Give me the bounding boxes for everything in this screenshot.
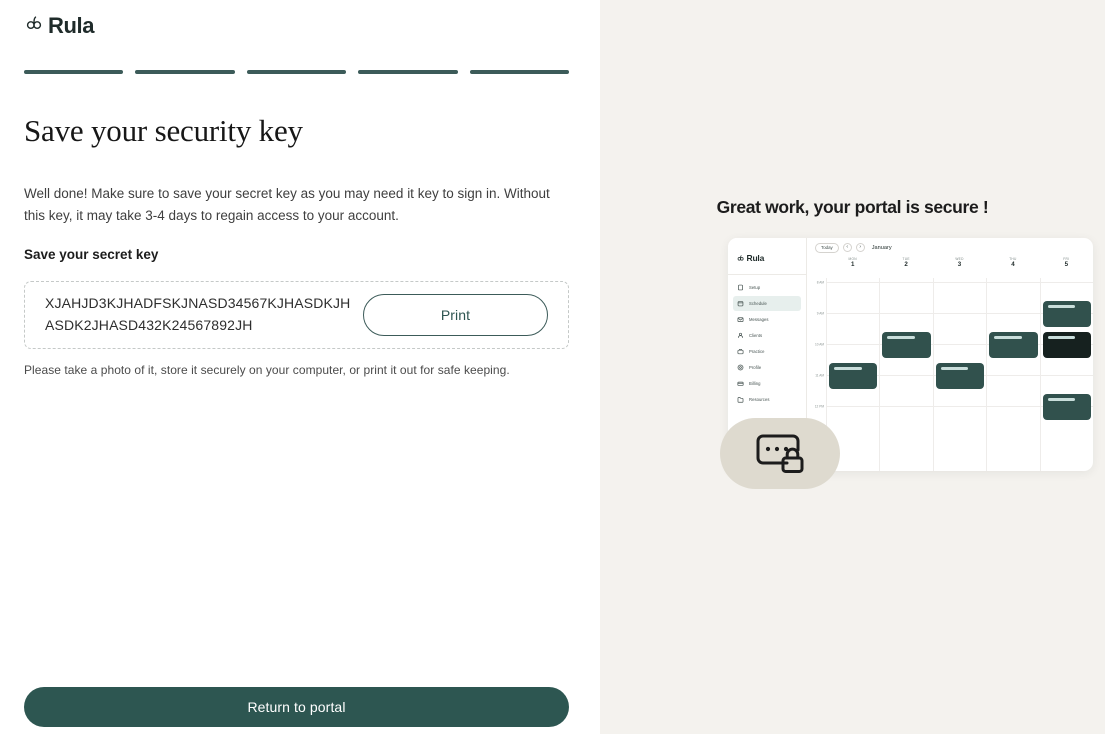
calendar-day-number: 1: [850, 261, 855, 269]
calendar-icon: [737, 300, 744, 307]
calendar-time-label: 8 AM: [816, 280, 824, 285]
progress-segment-2: [135, 70, 234, 74]
setup-icon: [737, 284, 744, 291]
security-lock-badge: [720, 418, 840, 489]
calendar-nav-label: Setup: [749, 284, 761, 290]
calendar-day-name: MON: [848, 257, 857, 261]
calendar-nav-item-setup[interactable]: [733, 280, 801, 295]
calendar-day-name: THU: [1009, 257, 1017, 261]
calendar-event-block[interactable]: [1043, 301, 1091, 327]
calendar-event-block[interactable]: [936, 363, 984, 389]
progress-segment-4: [358, 70, 457, 74]
progress-segment-3: [247, 70, 346, 74]
calendar-day-column[interactable]: [879, 278, 932, 471]
calendar-time-label: 12 PM: [814, 404, 824, 409]
calendar-day-number: 3: [957, 261, 962, 269]
chevron-left-icon[interactable]: ‹: [843, 243, 852, 252]
password-lock-icon: [754, 428, 806, 479]
calendar-event-title-bar: [887, 336, 915, 339]
calendar-day-number: 5: [1064, 261, 1069, 269]
calendar-day-number: 4: [1011, 261, 1015, 269]
rula-wordmark: Rula: [48, 12, 95, 38]
calendar-event-title-bar: [994, 336, 1022, 339]
calendar-nav-label: Clients: [749, 332, 763, 338]
profile-icon: [737, 364, 744, 371]
person-icon: [737, 332, 744, 339]
rula-trefoil-icon: [737, 249, 745, 267]
calendar-nav-label: Resources: [749, 396, 770, 402]
rula-logo[interactable]: [25, 13, 94, 38]
calendar-event-title-bar: [1048, 398, 1076, 401]
chevron-right-icon[interactable]: ›: [856, 243, 865, 252]
calendar-nav-item-practice[interactable]: [733, 344, 801, 359]
calendar-day-header: [826, 257, 879, 278]
calendar-event-block[interactable]: [1043, 332, 1091, 358]
card-icon: [737, 380, 744, 387]
progress-stepper: [24, 70, 569, 74]
calendar-nav-label: Profile: [749, 364, 762, 370]
calendar-day-name: TUE: [902, 257, 910, 261]
calendar-nav-item-resources[interactable]: [733, 392, 801, 407]
calendar-preview-wordmark: Rula: [746, 253, 765, 263]
secret-key-label: Save your secret key: [24, 247, 159, 262]
promo-heading: Great work, your portal is secure !: [716, 197, 989, 217]
calendar-event-block[interactable]: [829, 363, 877, 389]
calendar-nav-item-billing[interactable]: [733, 376, 801, 391]
briefcase-icon: [737, 348, 744, 355]
calendar-nav-item-schedule[interactable]: [733, 296, 801, 311]
intro-text: Well done! Make sure to save your secret key as you may need it key to sign in. Without this key, it may take 3-4 days to regain access to your account.: [24, 186, 550, 223]
calendar-day-header: [1040, 257, 1093, 278]
calendar-event-title-bar: [1048, 336, 1076, 339]
calendar-time-label: 11 AM: [815, 373, 824, 378]
calendar-event-title-bar: [1048, 305, 1076, 308]
progress-segment-1: [24, 70, 123, 74]
promo-panel: [600, 0, 1105, 734]
today-button[interactable]: Today: [815, 243, 839, 253]
calendar-day-column[interactable]: [1040, 278, 1093, 471]
calendar-preview-main: [807, 238, 1093, 471]
calendar-preview-nav: [728, 280, 806, 407]
calendar-nav-label: Schedule: [749, 300, 767, 306]
page-title: Save your security key: [24, 113, 303, 148]
calendar-nav-label: Billing: [749, 380, 761, 386]
secret-key-box: [24, 281, 569, 349]
calendar-event-block[interactable]: [882, 332, 930, 358]
return-to-portal-button[interactable]: Return to portal: [24, 687, 569, 727]
calendar-preview-toolbar: [807, 238, 1093, 257]
calendar-event-title-bar: [834, 367, 862, 370]
calendar-preview-logo: [728, 246, 806, 275]
calendar-day-number: 2: [904, 261, 908, 269]
calendar-day-header: [933, 257, 986, 278]
calendar-grid: [807, 278, 1093, 471]
secret-key-hint: Please take a photo of it, store it securely on your computer, or print it out for safe keeping.: [24, 363, 510, 377]
calendar-event-block[interactable]: [989, 332, 1037, 358]
calendar-time-label: 10 AM: [814, 342, 824, 347]
calendar-day-header: [879, 257, 932, 278]
progress-segment-5: [470, 70, 569, 74]
calendar-day-name: FRI: [1063, 257, 1070, 261]
calendar-columns: [826, 278, 1093, 471]
folder-icon: [737, 396, 744, 403]
calendar-event-title-bar: [941, 367, 969, 370]
secret-key-value[interactable]: XJAHJD3KJHADFSKJNASD34567KJHASDKJHASDK2JHASD432K24567892JH: [45, 295, 351, 333]
calendar-nav-item-profile[interactable]: [733, 360, 801, 375]
rula-trefoil-icon: [25, 13, 45, 38]
calendar-nav-label: Practice: [749, 348, 765, 354]
calendar-day-column[interactable]: [986, 278, 1039, 471]
calendar-nav-item-messages[interactable]: [733, 312, 801, 327]
calendar-day-header: [986, 257, 1039, 278]
calendar-nav-label: Messages: [749, 316, 769, 322]
calendar-nav-item-clients[interactable]: [733, 328, 801, 343]
print-button[interactable]: Print: [363, 294, 548, 336]
calendar-time-label: 9 AM: [816, 311, 824, 316]
envelope-icon: [737, 316, 744, 323]
calendar-day-column[interactable]: [933, 278, 986, 471]
calendar-day-headers: [807, 257, 1093, 278]
calendar-month-label: January: [871, 244, 892, 251]
calendar-event-block[interactable]: [1043, 394, 1091, 420]
calendar-day-name: WED: [955, 257, 964, 261]
